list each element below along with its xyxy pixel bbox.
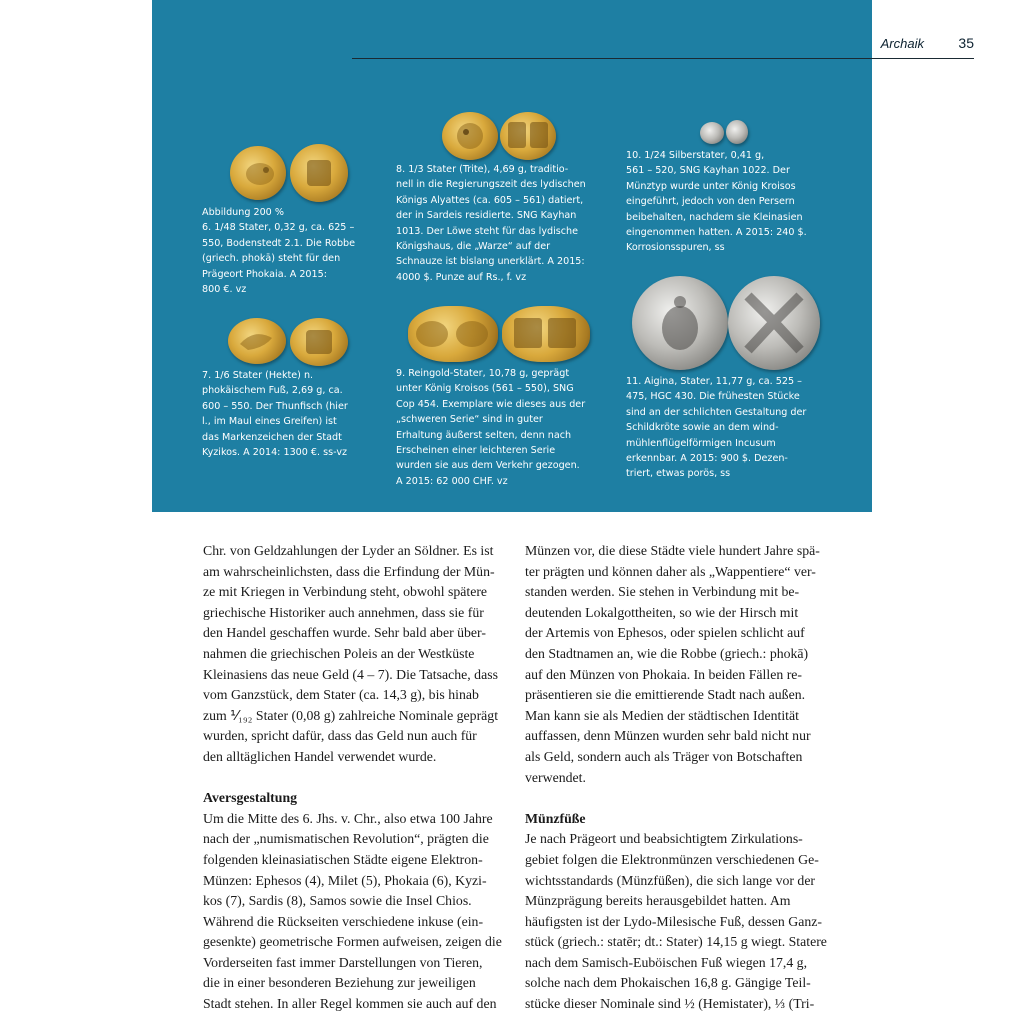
- caption-line: Abbildung 200 %: [202, 207, 284, 218]
- caption-fig-11: [626, 374, 806, 482]
- caption-line: unter König Kroisos (561 – 550), SNG: [396, 383, 574, 395]
- text-line: standen werden. Sie stehen in Verbindung mit be-: [525, 584, 800, 600]
- text-line: vom Ganzstück, dem Stater (ca. 14,3 g), bis hinab: [203, 687, 479, 703]
- coin-8-obverse: [442, 112, 498, 160]
- text-line: ze mit Kriegen in Verbindung steht, obwohl spätere: [203, 584, 488, 600]
- text-line: den alltäglichen Handel verwendet wurde.: [203, 748, 437, 764]
- caption-line: 7. 1/6 Stater (Hekte) n.: [202, 370, 314, 381]
- text-line: ter prägten und können daher als „Wappentiere“ ver-: [525, 563, 816, 579]
- text-line: als Geld, sondern auch als Träger von Botschaften: [525, 748, 803, 764]
- caption-fig-6: [202, 205, 355, 297]
- text-line: präsentieren sie die emittierende Stadt nach außen.: [525, 687, 806, 703]
- caption-fig-8: [396, 162, 586, 285]
- text-line: wurden, spricht dafür, dass das Geld nun auch für: [203, 728, 477, 744]
- caption-line: mühlenflügelförmigen Incusum: [626, 437, 776, 449]
- text-line: am wahrscheinlichsten, dass die Erfindung der Mün-: [203, 563, 495, 579]
- caption-line: Schnauze ist bislang unerklärt. A 2015:: [396, 256, 585, 268]
- caption-line: der in Sardeis residierte. SNG Kayhan: [396, 210, 577, 222]
- text-line: folgenden kleinasiatischen Städte eigene Elektron-: [203, 851, 483, 867]
- text-line: zum ⅟₁₉₂ Stater (0,08 g) zahlreiche Nominale geprägt: [203, 707, 499, 723]
- coin-10-obverse: [700, 122, 724, 144]
- text-line: auffassen, denn Münzen wurden sehr bald nicht nur: [525, 728, 811, 744]
- caption-line: 9. Reingold-Stater, 10,78 g, geprägt: [396, 368, 570, 379]
- coin-10-reverse: [726, 120, 748, 144]
- text-line: Man kann sie als Medien der städtischen Identität: [525, 707, 799, 723]
- caption-line: Münztyp wurde unter König Kroisos: [626, 180, 796, 192]
- caption-line: (griech. phokā) steht für den: [202, 253, 341, 265]
- caption-line: Königshaus, die „Warze“ auf der: [396, 241, 551, 253]
- text-line: häufigsten ist der Lydo-Milesische Fuß, dessen Ganz-: [525, 913, 822, 929]
- text-line: stück (griech.: statēr; dt.: Stater) 14,15 g wiegt. Statere: [525, 934, 827, 950]
- caption-line: Cop 454. Exemplare wie dieses aus der: [396, 398, 586, 410]
- figure-panel: [152, 0, 974, 512]
- body-column-right: [525, 541, 827, 1015]
- section-heading-aversgestaltung: Aversgestaltung: [203, 790, 298, 806]
- caption-line: das Markenzeichen der Stadt: [202, 431, 342, 443]
- section-title: Archaik: [880, 36, 924, 51]
- caption-line: phokäischem Fuß, 2,69 g, ca.: [202, 385, 343, 397]
- caption-line: triert, etwas porös, ss: [626, 468, 731, 480]
- text-line: kos (7), Sardis (8), Samos sowie die Insel Chios.: [203, 893, 472, 909]
- text-line: griechische Historiker auch annehmen, dass sie für: [203, 604, 484, 620]
- text-line: verwendet.: [525, 769, 586, 785]
- text-line: nahmen die griechischen Poleis an der Westküste: [203, 645, 475, 661]
- caption-line: 475, HGC 430. Die frühesten Stücke: [626, 391, 800, 403]
- caption-line: 1013. Der Löwe steht für das lydische: [396, 225, 579, 237]
- caption-line: 6. 1/48 Stater, 0,32 g, ca. 625 –: [202, 222, 355, 234]
- text-line: Kleinasiens das neue Geld (4 – 7). Die Tatsache, dass: [203, 666, 498, 682]
- text-line: auf den Münzen von Phokaia. In beiden Fällen re-: [525, 666, 803, 682]
- caption-fig-10: [626, 148, 807, 256]
- caption-line: eingenommen hatten. A 2015: 240 $.: [626, 227, 807, 239]
- coin-9-reverse: [502, 306, 590, 362]
- caption-fig-7: [202, 368, 348, 460]
- text-line: nach der „numismatischen Revolution“, prägten die: [203, 831, 489, 847]
- text-line: Münzprägung bereits herausgebildet hatten. Am: [525, 893, 791, 909]
- caption-line: eingeführt, jedoch von den Persern: [626, 196, 795, 208]
- text-line: die in einer besonderen Beziehung zur jeweiligen: [203, 975, 476, 991]
- caption-line: Kyzikos. A 2014: 1300 €. ss-vz: [202, 447, 348, 459]
- text-line: nach dem Samisch-Euböischen Fuß wiegen 17,4 g,: [525, 954, 808, 970]
- text-line: Stadt stehen. In aller Regel kommen sie auch auf den: [203, 996, 497, 1012]
- text-line: wichtsstandards (Münzfüßen), die sich lange vor der: [525, 872, 816, 888]
- caption-line: wurden sie aus dem Verkehr gezogen.: [396, 460, 580, 472]
- text-line: deutenden Lokalgottheiten, so wie der Hirsch mit: [525, 604, 799, 620]
- coin-9-obverse: [408, 306, 498, 362]
- coin-11-reverse: [728, 276, 820, 370]
- body-column-left: [203, 541, 502, 1015]
- caption-line: Schildkröte sowie an dem wind-: [626, 422, 779, 434]
- caption-line: Königs Alyattes (ca. 605 – 561) datiert,: [396, 194, 584, 206]
- text-line: Chr. von Geldzahlungen der Lyder an Söldner. Es ist: [203, 543, 494, 558]
- text-line: Münzen: Ephesos (4), Milet (5), Phokaia (6), Kyzi-: [203, 872, 487, 888]
- coin-6-reverse: [290, 144, 348, 202]
- caption-fig-9: [396, 366, 585, 489]
- text-line: Münzen vor, die diese Städte viele hundert Jahre spä-: [525, 543, 820, 558]
- text-line: der Artemis von Ephesos, oder spielen schlicht auf: [525, 625, 805, 641]
- text-line: Vorderseiten fast immer Darstellungen von Tieren,: [203, 954, 483, 970]
- caption-line: 10. 1/24 Silberstater, 0,41 g,: [626, 150, 765, 161]
- caption-line: l., im Maul eines Greifen) ist: [202, 416, 337, 428]
- text-line: Um die Mitte des 6. Jhs. v. Chr., also etwa 100 Jahre: [203, 810, 493, 826]
- caption-line: 800 €. vz: [202, 284, 247, 296]
- caption-line: Korrosionsspuren, ss: [626, 242, 725, 254]
- caption-line: 561 – 520, SNG Kayhan 1022. Der: [626, 165, 790, 177]
- coin-7-obverse: [228, 318, 286, 364]
- text-line: solche nach dem Phokaischen 16,8 g. Gängige Teil-: [525, 975, 811, 991]
- caption-line: erkennbar. A 2015: 900 $. Dezen-: [626, 453, 788, 465]
- caption-line: 4000 $. Punze auf Rs., f. vz: [396, 271, 527, 283]
- caption-line: 8. 1/3 Stater (Trite), 4,69 g, traditio-: [396, 164, 569, 175]
- caption-line: 11. Aigina, Stater, 11,77 g, ca. 525 –: [626, 376, 802, 387]
- coin-7-reverse: [290, 318, 348, 366]
- text-line: den Stadtnamen an, wie die Robbe (griech.: phokā): [525, 645, 809, 661]
- text-line: Während die Rückseiten verschiedene inkuse (ein-: [203, 913, 484, 929]
- coin-6-obverse: [230, 146, 286, 200]
- caption-line: beibehalten, nachdem sie Kleinasien: [626, 211, 803, 223]
- running-header: [352, 34, 974, 59]
- text-line: Je nach Prägeort und beabsichtigtem Zirkulations-: [525, 831, 803, 847]
- coin-8-reverse: [500, 112, 556, 160]
- caption-line: „schweren Serie“ sind in guter: [396, 414, 543, 426]
- caption-line: sind an der schlichten Gestaltung der: [626, 406, 807, 418]
- caption-line: 600 – 550. Der Thunfisch (hier: [202, 400, 348, 412]
- caption-line: Erhaltung äußerst selten, denn nach: [396, 429, 572, 441]
- coin-11-obverse: [632, 276, 728, 370]
- caption-line: nell in die Regierungszeit des lydischen: [396, 179, 586, 191]
- text-line: gebiet folgen die Elektronmünzen verschiedenen Ge-: [525, 851, 819, 867]
- page-number: 35: [958, 35, 974, 51]
- caption-line: Erscheinen einer leichteren Serie: [396, 445, 556, 457]
- text-line: gesenkte) geometrische Formen aufweisen, zeigen die: [203, 934, 502, 950]
- caption-line: A 2015: 62 000 CHF. vz: [396, 475, 508, 487]
- caption-line: 550, Bodenstedt 2.1. Die Robbe: [202, 237, 356, 249]
- section-heading-muenzfuesse: Münzfüße: [525, 810, 586, 826]
- text-line: stücke dieser Nominale sind ½ (Hemistater), ⅓ (Tri-: [525, 996, 815, 1012]
- caption-line: Prägeort Phokaia. A 2015:: [202, 268, 327, 280]
- text-line: den Handel geschaffen wurde. Sehr bald aber über-: [203, 625, 486, 641]
